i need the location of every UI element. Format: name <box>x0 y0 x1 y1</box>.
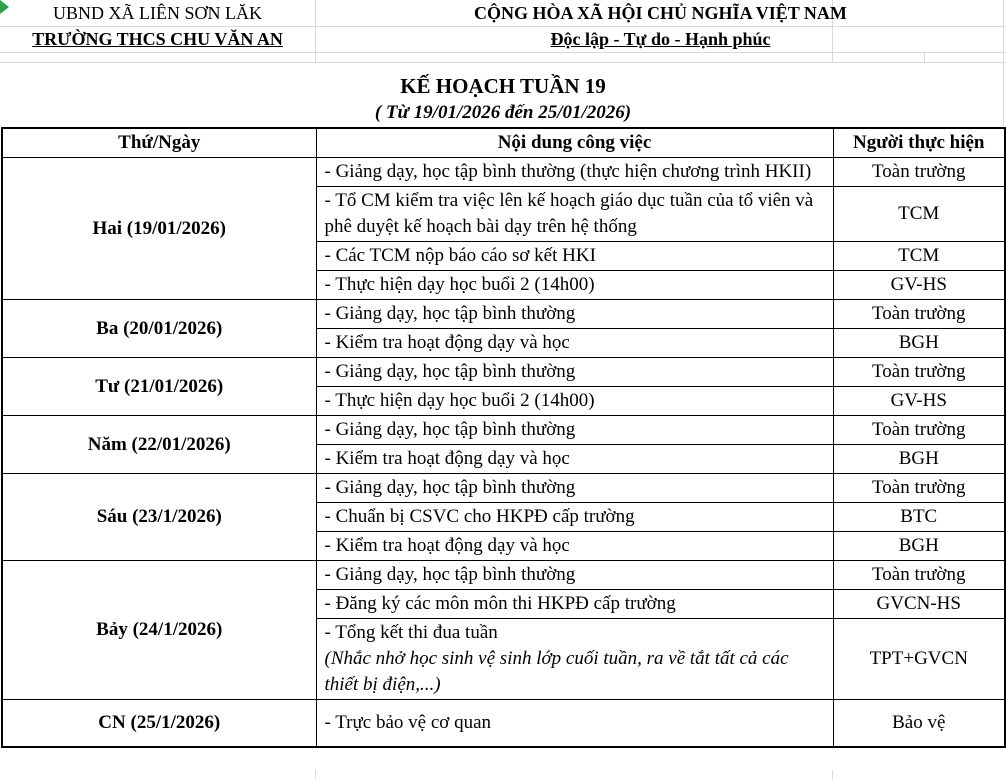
task-text: - Chuẩn bị CSVC cho HKPĐ cấp trường <box>324 506 635 527</box>
task-text: - Các TCM nộp báo cáo sơ kết HKI <box>324 245 596 266</box>
day-cell: Bảy (24/1/2026) <box>2 561 316 700</box>
assignee-cell: TCM <box>833 242 1005 271</box>
task-text: - Kiểm tra hoạt động dạy và học <box>324 535 570 556</box>
gridline <box>0 62 1006 63</box>
task-cell <box>316 532 833 561</box>
assignee-cell: Toàn trường <box>833 358 1005 387</box>
task-cell <box>316 561 833 590</box>
task-text: - Kiểm tra hoạt động dạy và học <box>324 448 570 469</box>
task-text: - Giảng dạy, học tập bình thường <box>324 361 576 382</box>
assignee-cell: Toàn trường <box>833 416 1005 445</box>
letterhead-left <box>0 0 315 52</box>
task-cell <box>316 329 833 358</box>
task-cell <box>316 271 833 300</box>
assignee-cell: GV-HS <box>833 271 1005 300</box>
gridline <box>832 770 833 779</box>
table-row <box>2 561 1005 590</box>
task-text: - Tổng kết thi đua tuần <box>324 622 498 643</box>
task-text: - Giảng dạy, học tập bình thường (thực hiện chương trình HKII) <box>324 161 812 182</box>
gridline <box>315 770 316 779</box>
task-cell <box>316 158 833 187</box>
task-cell <box>316 590 833 619</box>
column-header-assignee: Người thực hiện <box>833 128 1005 158</box>
letterhead-right <box>315 0 1006 52</box>
assignee-cell: GVCN-HS <box>833 590 1005 619</box>
assignee-cell: Toàn trường <box>833 561 1005 590</box>
task-cell <box>316 358 833 387</box>
task-text: - Thực hiện dạy học buổi 2 (14h00) <box>324 390 595 411</box>
org-parent: UBND XÃ LIÊN SƠN LĂK <box>53 3 262 23</box>
assignee-cell: TCM <box>833 187 1005 242</box>
assignee-cell: Bảo vệ <box>833 700 1005 748</box>
assignee-cell: GV-HS <box>833 387 1005 416</box>
column-header-day: Thứ/Ngày <box>2 128 316 158</box>
day-cell: Năm (22/01/2026) <box>2 416 316 474</box>
assignee-cell: BGH <box>833 532 1005 561</box>
table-row <box>2 416 1005 445</box>
gridline <box>924 52 925 62</box>
column-header-content: Nội dung công việc <box>316 128 833 158</box>
task-cell <box>316 242 833 271</box>
task-note: (Nhắc nhở học sinh vệ sinh lớp cuối tuần, ra về tắt tất cả các thiết bị điện,...) <box>324 648 789 695</box>
assignee-cell: BGH <box>833 329 1005 358</box>
table-row <box>2 358 1005 387</box>
page-subtitle: ( Từ 19/01/2026 đến 25/01/2026) <box>374 102 632 123</box>
task-text: - Kiểm tra hoạt động dạy và học <box>324 332 570 353</box>
task-text: - Giảng dạy, học tập bình thường <box>324 477 576 498</box>
task-cell <box>316 619 833 700</box>
task-text: - Giảng dạy, học tập bình thường <box>324 303 576 324</box>
table-row <box>2 158 1005 187</box>
task-text: - Trực bảo vệ cơ quan <box>324 712 492 733</box>
task-text: - Đăng ký các môn môn thi HKPĐ cấp trường <box>324 593 676 614</box>
plan-table-body <box>2 158 1005 748</box>
assignee-cell: Toàn trường <box>833 158 1005 187</box>
gridline <box>0 52 1006 53</box>
table-header-row <box>2 128 1005 158</box>
task-cell <box>316 445 833 474</box>
assignee-cell: TPT+GVCN <box>833 619 1005 700</box>
weekly-plan-table <box>1 127 1006 748</box>
day-cell: Sáu (23/1/2026) <box>2 474 316 561</box>
page-title: KẾ HOẠCH TUẦN 19 <box>400 74 606 98</box>
task-cell <box>316 387 833 416</box>
task-text: - Giảng dạy, học tập bình thường <box>324 564 576 585</box>
day-cell: Hai (19/01/2026) <box>2 158 316 300</box>
table-row <box>2 700 1005 748</box>
task-cell <box>316 503 833 532</box>
task-cell <box>316 300 833 329</box>
table-row <box>2 300 1005 329</box>
task-text: - Thực hiện dạy học buổi 2 (14h00) <box>324 274 595 295</box>
org-school: TRƯỜNG THCS CHU VĂN AN <box>32 29 283 49</box>
task-cell <box>316 187 833 242</box>
national-motto-line2: Độc lập - Tự do - Hạnh phúc <box>550 29 771 49</box>
day-cell: Tư (21/01/2026) <box>2 358 316 416</box>
title-block <box>0 72 1006 126</box>
national-motto-line1: CỘNG HÒA XÃ HỘI CHỦ NGHĨA VIỆT NAM <box>474 3 847 23</box>
table-row <box>2 474 1005 503</box>
letterhead <box>0 0 1006 52</box>
assignee-cell: BTC <box>833 503 1005 532</box>
assignee-cell: Toàn trường <box>833 474 1005 503</box>
task-text: - Tổ CM kiểm tra việc lên kế hoạch giáo dục tuần của tổ viên và phê duyệt kế hoạch bài dạy trên hệ thống <box>324 190 814 237</box>
assignee-cell: Toàn trường <box>833 300 1005 329</box>
task-cell <box>316 416 833 445</box>
task-text: - Giảng dạy, học tập bình thường <box>324 419 576 440</box>
task-cell <box>316 700 833 748</box>
assignee-cell: BGH <box>833 445 1005 474</box>
day-cell: Ba (20/01/2026) <box>2 300 316 358</box>
day-cell: CN (25/1/2026) <box>2 700 316 748</box>
task-cell <box>316 474 833 503</box>
